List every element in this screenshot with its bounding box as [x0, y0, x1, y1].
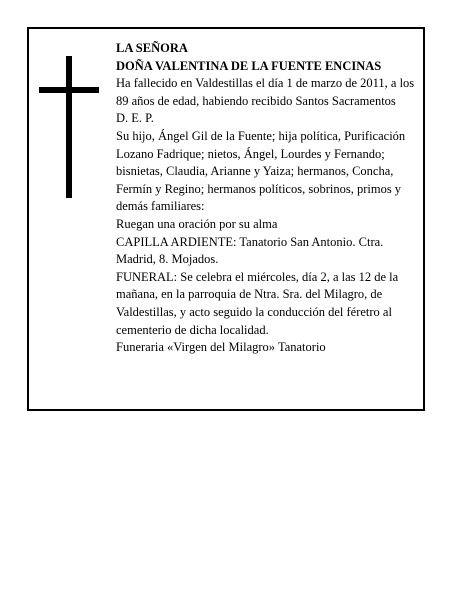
cross-icon: [39, 56, 99, 198]
rip-line: D. E. P.: [116, 111, 154, 126]
title-line-1: LA SEÑORA: [116, 41, 188, 55]
deceased-name: DOÑA VALENTINA DE LA FUENTE ENCINAS: [116, 58, 382, 73]
obituary-notice: [27, 27, 425, 411]
prayer-request: Ruegan una oración por su alma: [116, 216, 278, 231]
family-list: Su hijo, Ángel Gil de la Fuente; hija política, Purificación Lozano Fadrique; nietos, Ángel, Lourdes y Fernando; bisnietas, Claudia, Arianne y Yaiza; hermanos, Concha, Fermín y Regino; hermanos políticos, sobrinos, primos y demás familiares:: [116, 128, 406, 214]
cross-vertical-bar: [66, 56, 72, 198]
funeral-home: Funeraria «Virgen del Milagro» Tanatorio: [116, 340, 326, 355]
cross-horizontal-bar: [39, 87, 99, 93]
obituary-text: [116, 40, 420, 357]
funeral-info: FUNERAL: Se celebra el miércoles, día 2, a las 12 de la mañana, en la parroquia de Ntra. Sra. del Milagro, de Valdestillas, y acto seguido la conducción del féretro al cementerio de dicha localidad.: [116, 269, 399, 337]
death-announcement: Ha fallecido en Valdestillas el día 1 de marzo de 2011, a los 89 años de edad, habiendo recibido Santos Sacramentos: [116, 76, 415, 108]
chapel-info: CAPILLA ARDIENTE: Tanatorio San Antonio. Ctra. Madrid, 8. Mojados.: [116, 234, 384, 267]
